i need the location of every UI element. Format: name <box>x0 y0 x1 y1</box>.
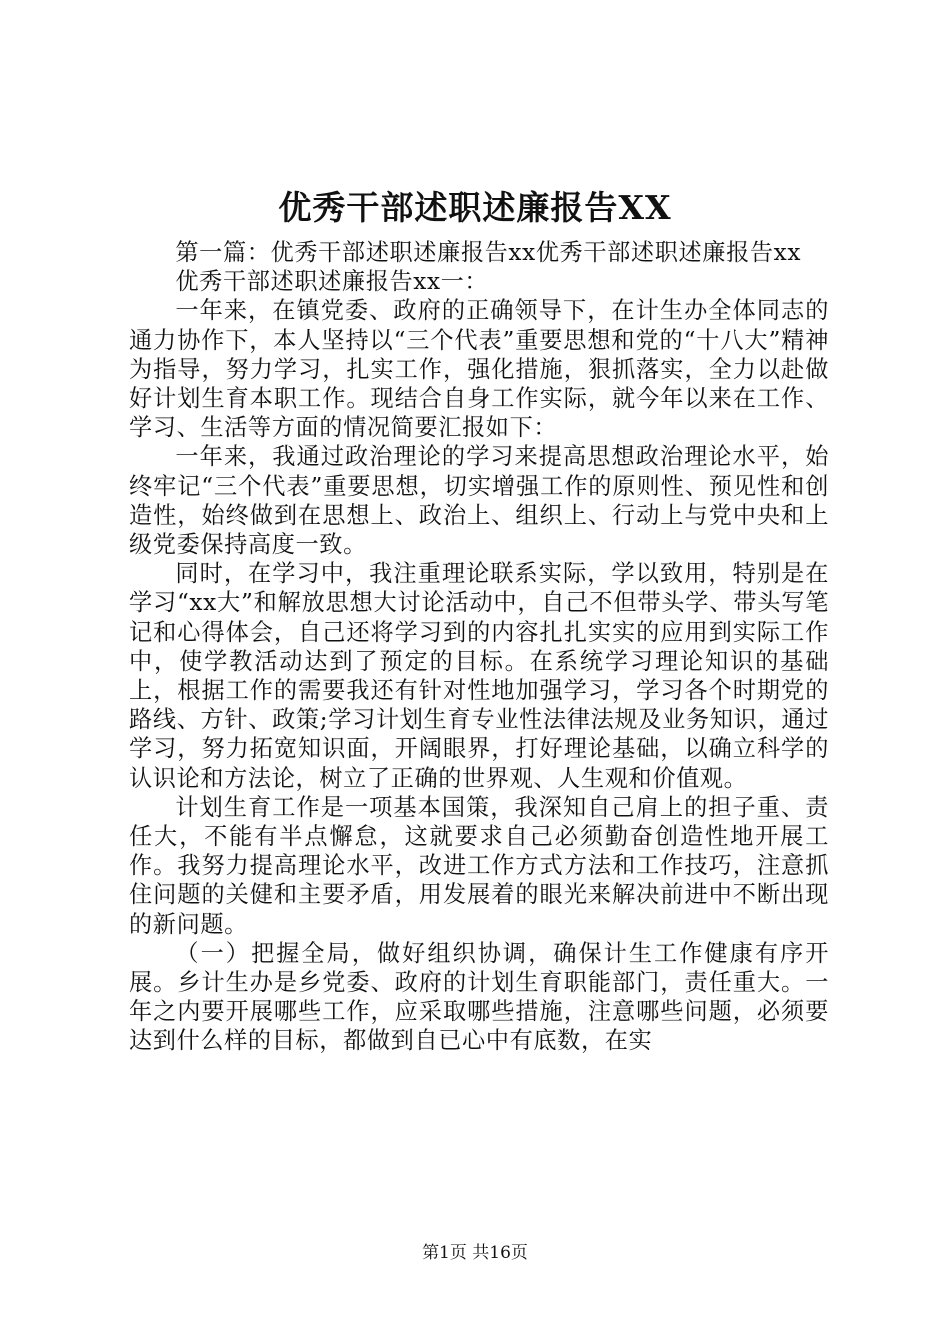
document-body <box>129 238 829 1056</box>
page-footer: 第1页 共16页 <box>422 1243 528 1263</box>
paragraph-practice: 同时，在学习中，我注重理论联系实际，学以致用，特别是在学习“xx大”和解放思想大讨论活动中，自己不但带头学、带头写笔记和心得体会，自己还将学习到的内容扎扎实实的应用到实际工作中，使学教活动达到了预定的目标。在系统学习理论知识的基础上，根据工作的需要我还有针对性地加强学习，学习各个时期党的路线、方针、政策;学习计划生育专业性法律法规及业务知识，通过学习，努力拓宽知识面，开阔眼界，打好理论基础，以确立科学的认识论和方法论，树立了正确的世界观、人生观和价值观。 <box>129 560 829 792</box>
paragraph-work: 计划生育工作是一项基本国策，我深知自己肩上的担子重、责任大，不能有半点懈怠，这就要求自己必须勤奋创造性地开展工作。我努力提高理论水平，改进工作方式方法和工作技巧，注意抓住问题的关健和主要矛盾，用发展着的眼光来解决前进中不断出现的新问题。 <box>129 793 829 938</box>
paragraph-study: 一年来，我通过政治理论的学习来提高思想政治理论水平，始终牢记“三个代表”重要思想，切实增强工作的原则性、预见性和创造性，始终做到在思想上、政治上、组织上、行动上与党中央和上级党委保持高度一致。 <box>129 443 829 559</box>
document-title: 优秀干部述职述廉报告XX <box>278 188 672 227</box>
paragraph-section-one: （一）把握全局，做好组织协调，确保计生工作健康有序开展。乡计生办是乡党委、政府的计划生育职能部门，责任重大。一年之内要开展哪些工作，应采取哪些措施，注意哪些问题，必须要达到什么样的目标，都做到自已心中有底数，在实 <box>129 939 829 1055</box>
paragraph-intro: 一年来，在镇党委、政府的正确领导下，在计生办全体同志的通力协作下，本人坚持以“三个代表”重要思想和党的“十八大”精神为指导，努力学习，扎实工作，强化措施，狠抓落实，全力以赴做好计划生育本职工作。现结合自身工作实际，就今年以来在工作、学习、生活等方面的情况简要汇报如下： <box>129 297 829 442</box>
paragraph-subheading: 优秀干部述职述廉报告xx一： <box>175 268 489 296</box>
paragraph-heading: 第一篇：优秀干部述职述廉报告xx优秀干部述职述廉报告xx <box>175 239 801 266</box>
